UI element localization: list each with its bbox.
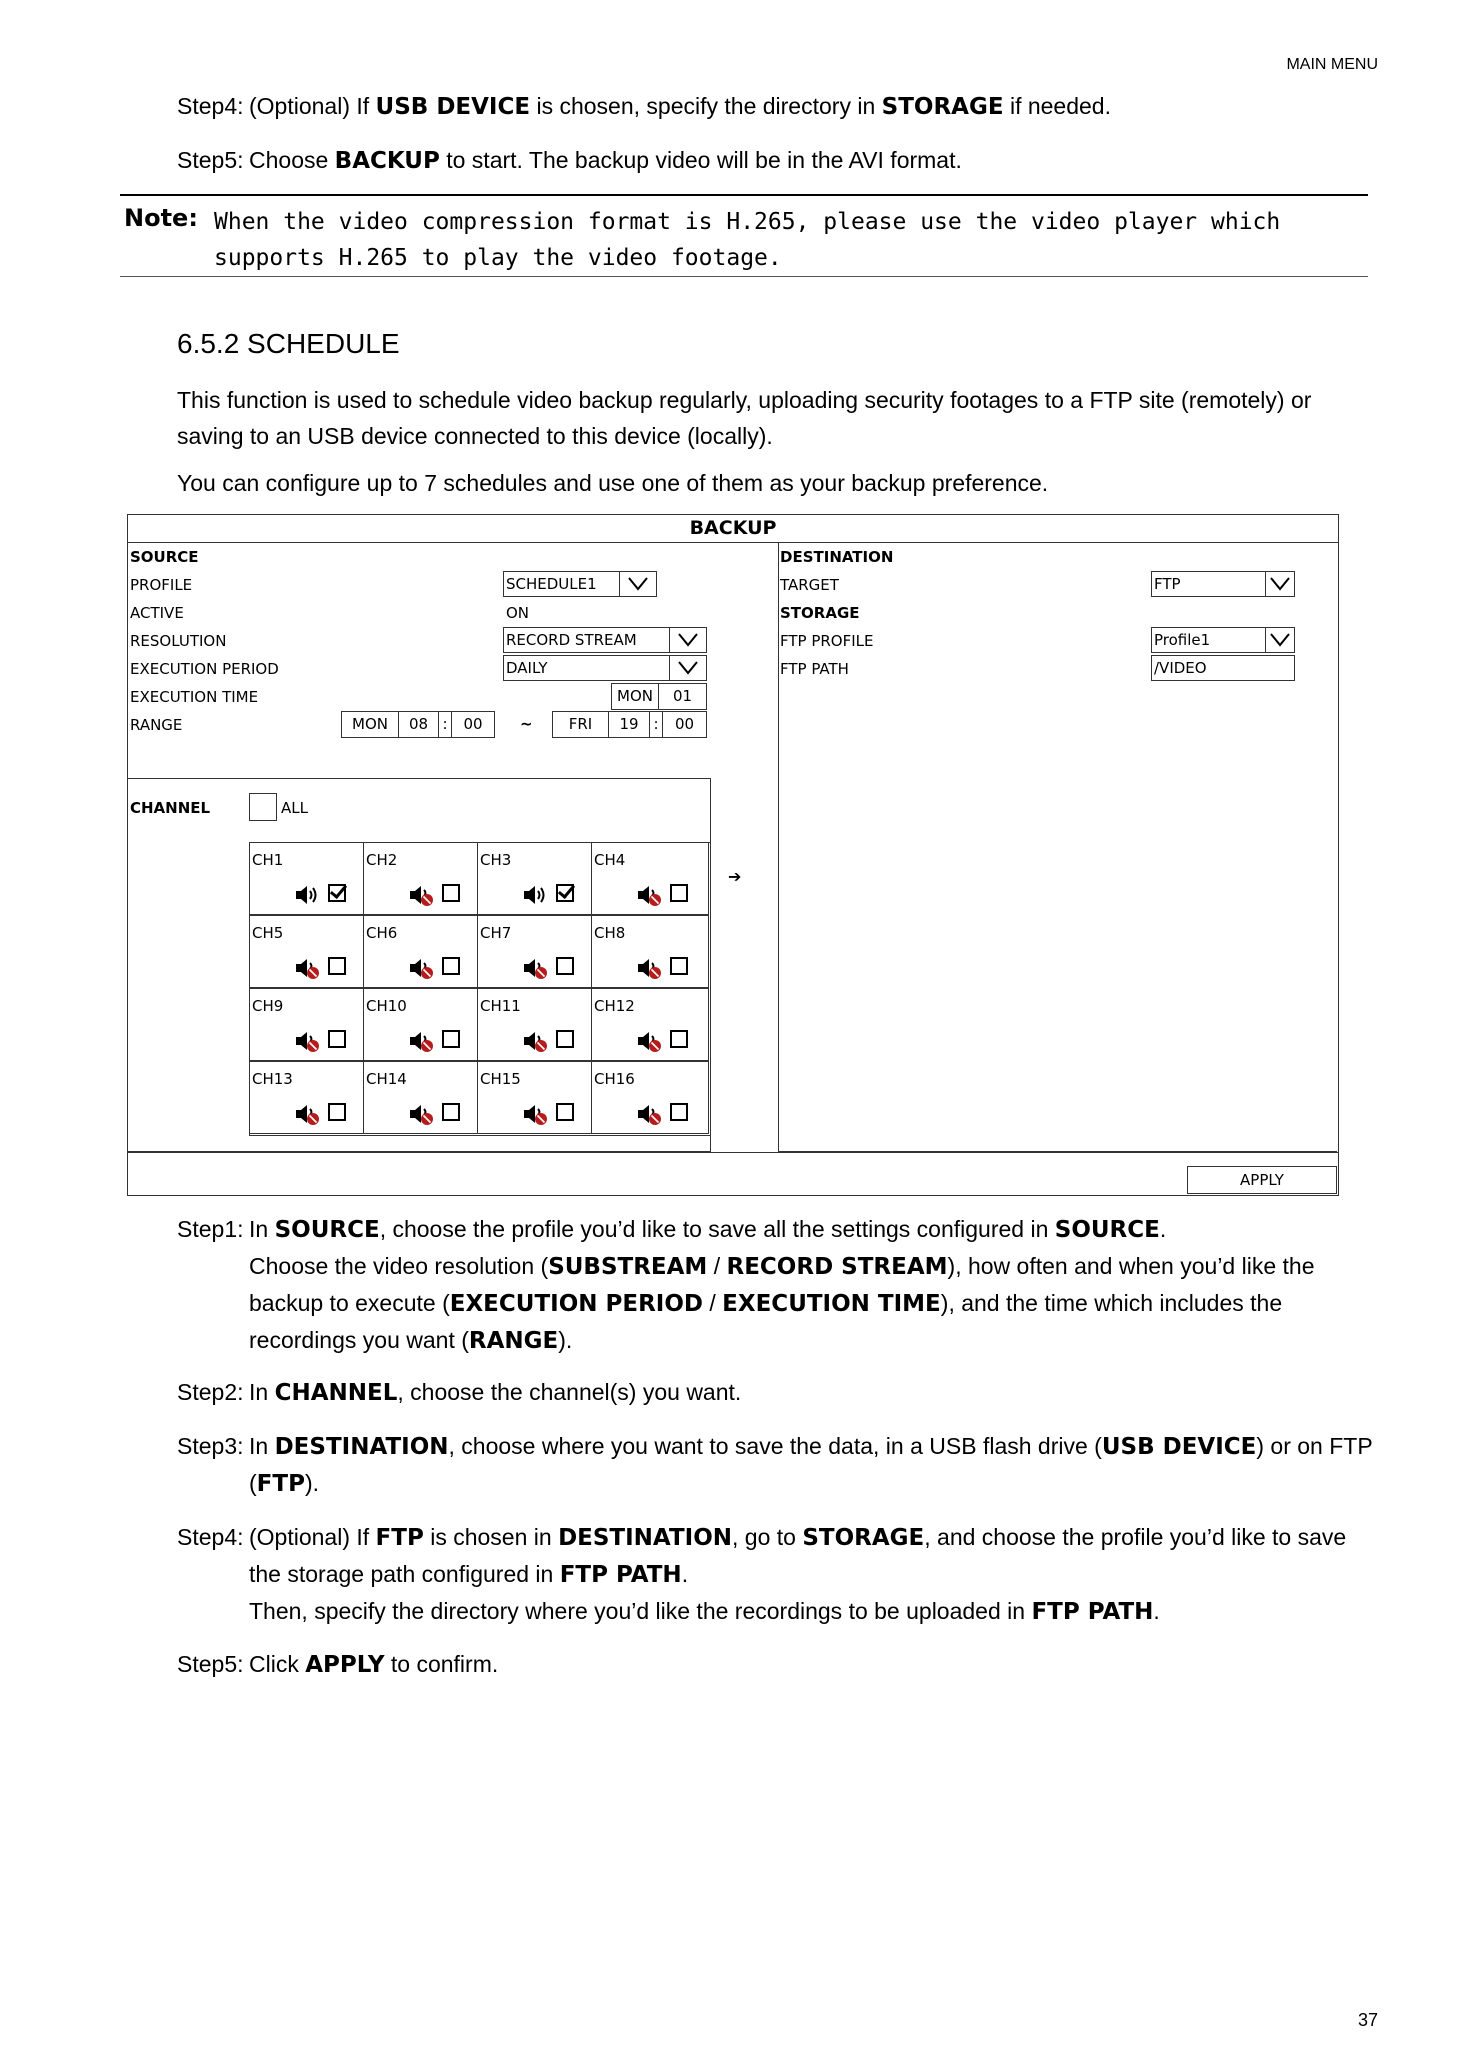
destination-heading: DESTINATION <box>780 548 894 566</box>
speaker-icon[interactable] <box>522 883 548 911</box>
channel-checkbox[interactable] <box>670 1103 688 1121</box>
range-end-min[interactable]: 00 <box>662 711 707 738</box>
channel-cell[interactable] <box>477 988 592 1061</box>
profile-select[interactable] <box>503 571 657 597</box>
step-body: In DESTINATION, choose where you want to save the data, in a USB flash drive (USB DEVICE) or on FTP (FTP). <box>249 1433 1373 1497</box>
keyword: EXECUTION PERIOD <box>449 1291 703 1317</box>
chevron-down-icon[interactable] <box>669 656 706 680</box>
ftp-profile-select[interactable] <box>1151 627 1295 653</box>
channel-cell[interactable] <box>249 1061 364 1134</box>
all-checkbox[interactable] <box>249 793 277 821</box>
keyword: FTP PATH <box>559 1562 682 1588</box>
channel-name: CH16 <box>594 1070 635 1088</box>
target-select[interactable] <box>1151 571 1295 597</box>
running-header: MAIN MENU <box>1286 56 1378 73</box>
channel-name: CH15 <box>480 1070 521 1088</box>
channel-checkbox[interactable] <box>670 884 688 902</box>
speaker-muted-icon[interactable] <box>294 1102 320 1130</box>
note-label: Note: <box>124 204 198 232</box>
range-label: RANGE <box>130 716 183 734</box>
keyword: SOURCE <box>274 1217 380 1243</box>
step-4 <box>177 1519 1377 1630</box>
speaker-muted-icon[interactable] <box>636 1029 662 1057</box>
step-5 <box>177 1646 1377 1683</box>
range-end-colon: : <box>649 711 663 738</box>
channel-cell[interactable] <box>249 988 364 1061</box>
speaker-muted-icon[interactable] <box>522 956 548 984</box>
channel-cell[interactable] <box>477 915 592 988</box>
note-box <box>120 194 1368 277</box>
range-start-min[interactable]: 00 <box>451 711 495 738</box>
channel-checkbox[interactable] <box>556 957 574 975</box>
step-label: Step1: <box>177 1216 244 1242</box>
keyword: FTP <box>256 1471 305 1497</box>
channel-name: CH7 <box>480 924 512 942</box>
channel-heading: CHANNEL <box>130 799 211 817</box>
panel-title: BACKUP <box>689 517 777 539</box>
speaker-muted-icon[interactable] <box>408 1029 434 1057</box>
section-title: 6.5.2 SCHEDULE <box>177 328 400 359</box>
speaker-muted-icon[interactable] <box>522 1029 548 1057</box>
channel-cell[interactable] <box>591 915 709 988</box>
resolution-select[interactable] <box>503 627 707 653</box>
page-number: 37 <box>1357 2010 1378 2030</box>
channel-cell[interactable] <box>591 1061 709 1134</box>
profile-label: PROFILE <box>130 576 193 594</box>
step-body: Then, specify the directory where you’d like the recordings to be uploaded in FTP PATH. <box>249 1598 1160 1625</box>
speaker-muted-icon[interactable] <box>636 883 662 911</box>
range-end-hour[interactable]: 19 <box>608 711 650 738</box>
ftp-profile-label: FTP PROFILE <box>780 632 874 650</box>
step-body: Click APPLY to confirm. <box>249 1651 499 1678</box>
channel-checkbox[interactable] <box>328 957 346 975</box>
channel-cell[interactable] <box>249 842 364 915</box>
keyword: STORAGE <box>881 94 1004 120</box>
intro-paragraph-1: This function is used to schedule video backup regularly, uploading security footages to a FTP site (remotely) or saving to an USB device connected to this device (locally). <box>177 387 1312 449</box>
range-start-colon: : <box>438 711 452 738</box>
channel-cell[interactable] <box>363 988 478 1061</box>
channel-cell[interactable] <box>363 842 478 915</box>
keyword: USB DEVICE <box>375 94 531 120</box>
top-step-4 <box>177 88 1377 125</box>
speaker-muted-icon[interactable] <box>294 956 320 984</box>
range-start-day[interactable]: MON <box>341 711 399 738</box>
keyword: RANGE <box>468 1328 559 1354</box>
range-start-hour[interactable]: 08 <box>398 711 439 738</box>
channel-cell[interactable] <box>591 842 709 915</box>
channel-checkbox[interactable] <box>328 1030 346 1048</box>
channel-name: CH8 <box>594 924 626 942</box>
intro-paragraph-2: You can configure up to 7 schedules and use one of them as your backup preference. <box>177 470 1049 496</box>
active-value[interactable]: ON <box>506 604 530 622</box>
source-heading: SOURCE <box>130 548 199 566</box>
channel-name: CH14 <box>366 1070 407 1088</box>
step-label: Step4: <box>177 93 244 119</box>
keyword: DESTINATION <box>558 1525 732 1551</box>
channel-name: CH2 <box>366 851 398 869</box>
chevron-down-icon[interactable] <box>1265 572 1294 596</box>
channel-checkbox[interactable] <box>442 957 460 975</box>
channel-checkbox[interactable] <box>328 1103 346 1121</box>
step-body: In SOURCE, choose the profile you’d like to save all the settings configured in SOURCE. <box>249 1216 1167 1243</box>
channel-name: CH11 <box>480 997 521 1015</box>
speaker-muted-icon[interactable] <box>408 1102 434 1130</box>
keyword: FTP PATH <box>1031 1599 1154 1625</box>
speaker-muted-icon[interactable] <box>408 956 434 984</box>
step-label: Step5: <box>177 1651 244 1677</box>
keyword: STORAGE <box>802 1525 925 1551</box>
resolution-value: RECORD STREAM <box>506 631 637 649</box>
target-value: FTP <box>1154 575 1181 593</box>
note-text: When the video compression format is H.265, please use the video player which supports H.265 to play the video footage. <box>214 209 1281 271</box>
step-body: (Optional) If USB DEVICE is chosen, specify the directory in STORAGE if needed. <box>249 93 1111 120</box>
keyword: USB DEVICE <box>1101 1434 1257 1460</box>
time-hour[interactable]: 01 <box>658 683 707 710</box>
time-label: EXECUTION TIME <box>130 688 259 706</box>
speaker-muted-icon[interactable] <box>522 1102 548 1130</box>
storage-heading: STORAGE <box>780 604 860 622</box>
channel-name: CH3 <box>480 851 512 869</box>
channel-cell[interactable] <box>591 988 709 1061</box>
keyword: BACKUP <box>334 148 440 174</box>
apply-button[interactable]: APPLY <box>1187 1166 1337 1194</box>
resolution-label: RESOLUTION <box>130 632 227 650</box>
channel-cell[interactable] <box>477 842 592 915</box>
channel-cell[interactable] <box>363 1061 478 1134</box>
step-body: Choose BACKUP to start. The backup video will be in the AVI format. <box>249 147 962 174</box>
step-1 <box>177 1211 1377 1359</box>
channel-checkbox[interactable] <box>556 884 574 902</box>
top-step-5 <box>177 142 1377 179</box>
channel-checkbox[interactable] <box>670 957 688 975</box>
step-3 <box>177 1428 1377 1502</box>
channel-name: CH9 <box>252 997 284 1015</box>
time-day[interactable]: MON <box>611 683 659 710</box>
keyword: DESTINATION <box>274 1434 449 1460</box>
profile-value: SCHEDULE1 <box>506 575 597 593</box>
step-label: Step3: <box>177 1433 244 1459</box>
channel-cell[interactable] <box>363 915 478 988</box>
channel-checkbox[interactable] <box>442 884 460 902</box>
channel-checkbox[interactable] <box>556 1030 574 1048</box>
channel-checkbox[interactable] <box>328 884 346 902</box>
arrow-right-icon: ➔ <box>728 867 742 886</box>
keyword: FTP <box>375 1525 424 1551</box>
channel-name: CH10 <box>366 997 407 1015</box>
speaker-muted-icon[interactable] <box>408 883 434 911</box>
channel-name: CH13 <box>252 1070 293 1088</box>
speaker-muted-icon[interactable] <box>636 956 662 984</box>
step-label: Step5: <box>177 147 244 173</box>
channel-name: CH12 <box>594 997 635 1015</box>
channel-checkbox[interactable] <box>670 1030 688 1048</box>
step-body: In CHANNEL, choose the channel(s) you want. <box>249 1379 742 1406</box>
step-body: Choose the video resolution (SUBSTREAM / RECORD STREAM), how often and when you’d like the backup to execute (EXECUTION PERIOD / EXECUTION TIME), and the time which includes the recordings you want (RANGE). <box>249 1253 1315 1354</box>
channel-checkbox[interactable] <box>442 1103 460 1121</box>
channel-cell[interactable] <box>477 1061 592 1134</box>
period-value: DAILY <box>506 659 548 677</box>
channel-name: CH5 <box>252 924 284 942</box>
step-label: Step2: <box>177 1379 244 1405</box>
target-label: TARGET <box>780 576 839 594</box>
chevron-down-icon[interactable] <box>619 572 656 596</box>
keyword: RECORD STREAM <box>726 1254 948 1280</box>
backup-panel <box>127 514 1339 1196</box>
keyword: EXECUTION TIME <box>722 1291 941 1317</box>
ftp-path-input[interactable]: /VIDEO <box>1151 655 1295 681</box>
channel-checkbox[interactable] <box>442 1030 460 1048</box>
step-label: Step4: <box>177 1524 244 1550</box>
period-label: EXECUTION PERIOD <box>130 660 279 678</box>
chevron-down-icon[interactable] <box>1265 628 1294 652</box>
range-end-day[interactable]: FRI <box>552 711 609 738</box>
period-select[interactable] <box>503 655 707 681</box>
ftp-path-label: FTP PATH <box>780 660 849 678</box>
range-separator: ~ <box>520 715 533 733</box>
channel-name: CH6 <box>366 924 398 942</box>
chevron-down-icon[interactable] <box>669 628 706 652</box>
keyword: SUBSTREAM <box>548 1254 708 1280</box>
channel-checkbox[interactable] <box>556 1103 574 1121</box>
keyword: APPLY <box>305 1652 385 1678</box>
step-body: (Optional) If FTP is chosen in DESTINATION, go to STORAGE, and choose the profile you’d like to save the storage path configured in FTP PATH. <box>249 1524 1347 1588</box>
speaker-muted-icon[interactable] <box>294 1029 320 1057</box>
step-2 <box>177 1374 1377 1411</box>
all-label: ALL <box>281 799 308 817</box>
speaker-muted-icon[interactable] <box>636 1102 662 1130</box>
channel-name: CH1 <box>252 851 284 869</box>
active-label: ACTIVE <box>130 604 184 622</box>
channel-cell[interactable] <box>249 915 364 988</box>
channel-grid <box>249 842 711 1136</box>
channel-name: CH4 <box>594 851 626 869</box>
speaker-icon[interactable] <box>294 883 320 911</box>
ftp-profile-value: Profile1 <box>1154 631 1211 649</box>
keyword: CHANNEL <box>274 1380 398 1406</box>
keyword: SOURCE <box>1054 1217 1160 1243</box>
